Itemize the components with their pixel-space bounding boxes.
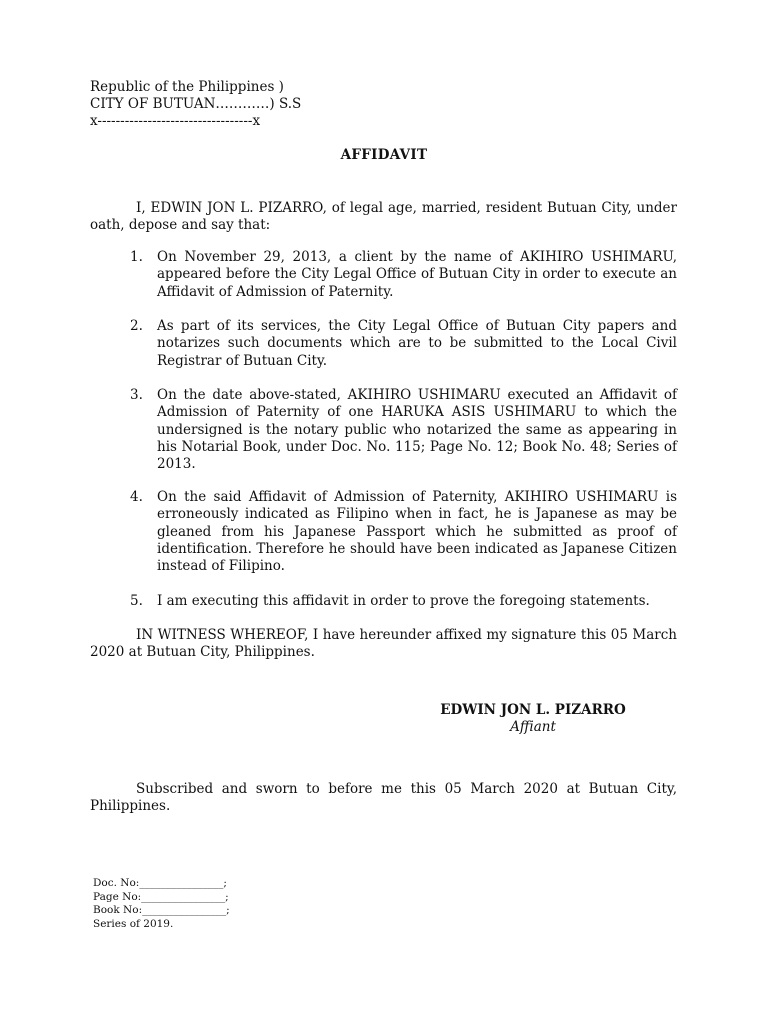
statement-item (130, 318, 677, 370)
witness-paragraph: IN WITNESS WHEREOF, I have hereunder affixed my signature this 05 March 2020 at Butuan City, Philippines. (90, 627, 677, 661)
document-title: AFFIDAVIT (340, 147, 428, 163)
intro-paragraph: I, EDWIN JON L. PIZARRO, of legal age, married, resident Butuan City, under oath, depose and say that: (90, 200, 677, 234)
statement-item (130, 387, 677, 473)
statement-text: On November 29, 2013, a client by the name of AKIHIRO USHIMARU, appeared before the City Legal Office of Butuan City in order to execute an Affidavit of Admission of Paternity. (157, 249, 677, 300)
statement-text: As part of its services, the City Legal Office of Butuan City papers and notarizes such documents which are to be submitted to the Local Civil Registrar of Butuan City. (157, 318, 677, 369)
jurat-paragraph: Subscribed and sworn to before me this 05 March 2020 at Butuan City, Philippines. (90, 781, 677, 815)
statement-item (130, 593, 677, 610)
statement-text: I am executing this affidavit in order to prove the foregoing statements. (157, 593, 650, 609)
statement-text: On the said Affidavit of Admission of Paternity, AKIHIRO USHIMARU is erroneously indicated as Filipino when in fact, he is Japanese as may be gleaned from his Japanese Passport which he submitted as proof of identification. Therefore he should have been indicated as Japanese Citizen instead of Filipino. (157, 489, 677, 575)
signature-block (420, 702, 646, 736)
venue-republic: Republic of the Philippines ) (90, 79, 284, 95)
statement-number: 2. (130, 318, 143, 334)
affiant-role: Affiant (510, 719, 556, 735)
affiant-name: EDWIN JON L. PIZARRO (440, 702, 626, 718)
statement-item (130, 489, 677, 575)
venue-city: CITY OF BUTUAN…………) S.S (90, 96, 302, 112)
venue-divider: x----------------------------------x (90, 113, 261, 129)
book-number-line: Book No:________________; (93, 904, 230, 916)
statement-item (130, 249, 677, 301)
series-line: Series of 2019. (93, 917, 174, 930)
notarial-register-block (93, 877, 230, 931)
statement-number: 5. (130, 593, 143, 609)
statement-number: 3. (130, 387, 143, 403)
doc-number-line: Doc. No:________________; (93, 877, 227, 889)
statement-number: 1. (130, 249, 143, 265)
statement-text: On the date above-stated, AKIHIRO USHIMARU executed an Affidavit of Admission of Paternity of one HARUKA ASIS USHIMARU to which the undersigned is the notary public who notarized the same as appearing in his Notarial Book, under Doc. No. 115; Page No. 12; Book No. 48; Series of 2013. (157, 387, 677, 473)
statement-number: 4. (130, 489, 143, 505)
page-number-line: Page No:________________; (93, 890, 229, 903)
venue-block (90, 79, 301, 130)
